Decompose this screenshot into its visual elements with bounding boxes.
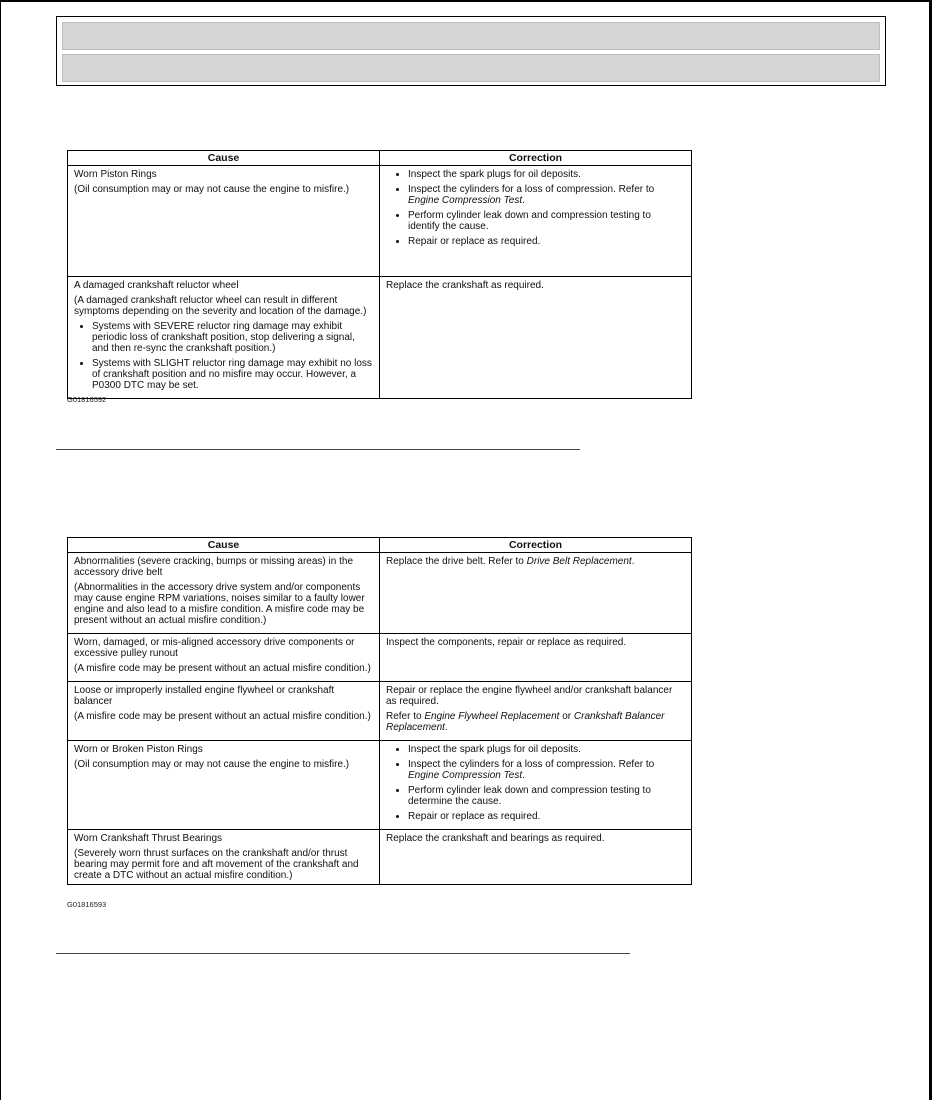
cause-title: Loose or improperly installed engine flywheel or crankshaft balancer [74, 685, 335, 707]
drive-belt-replacement-link[interactable]: Drive Belt Replacement [526, 556, 632, 567]
cause-title: Abnormalities (severe cracking, bumps or missing areas) in the accessory drive belt [74, 556, 353, 578]
cause-cell [68, 166, 380, 277]
list-item: • Inspect the spark plugs for oil deposits. [408, 169, 685, 180]
cause-cell [68, 277, 380, 399]
correction-header: Correction [380, 151, 692, 166]
cause-note: (A misfire code may be present without an actual misfire condition.) [74, 711, 371, 722]
misfire-table-1 [67, 150, 692, 399]
table-row [68, 277, 692, 399]
correction-reference: Refer to Engine Flywheel Replacement or Crankshaft Balancer Replacement. [386, 711, 665, 733]
correction-cell: Replace the crankshaft as required. [380, 277, 692, 399]
section-divider [56, 449, 580, 450]
engine-compression-test-link[interactable]: Engine Compression Test [408, 195, 523, 206]
header-bar-subtitle [62, 54, 880, 82]
list-item: • Inspect the cylinders for a loss of compression. Refer to Engine Compression Test. [408, 184, 685, 206]
cause-note: (Abnormalities in the accessory drive system and/or components may cause engine RPM variations, noises similar to a faulty lower engine and also lead to a misfire condition. A misfire code may be present without an actual misfire condition.) [74, 582, 365, 626]
cause-cell [68, 830, 380, 885]
list-item: • Inspect the spark plugs for oil deposits. [408, 744, 685, 755]
list-item: • Systems with SLIGHT reluctor ring damage may exhibit no loss of crankshaft position and no misfire may occur. However, a P0300 DTC may be set. [92, 358, 373, 391]
correction-header: Correction [380, 538, 692, 553]
cause-cell [68, 553, 380, 634]
correction-list [386, 744, 685, 822]
cause-note: (Oil consumption may or may not cause the engine to misfire.) [74, 759, 350, 770]
table-row [68, 166, 692, 277]
list-item: • Perform cylinder leak down and compression testing to determine the cause. [408, 785, 685, 807]
section-divider [56, 953, 630, 954]
list-item: • Perform cylinder leak down and compression testing to identify the cause. [408, 210, 685, 232]
list-item: • Repair or replace as required. [408, 811, 685, 822]
cause-title: A damaged crankshaft reluctor wheel [74, 280, 239, 291]
list-item: • Repair or replace as required. [408, 236, 685, 247]
cause-note: (Oil consumption may or may not cause the engine to misfire.) [74, 184, 350, 195]
engine-flywheel-replacement-link[interactable]: Engine Flywheel Replacement [424, 711, 560, 722]
cause-note: (A misfire code may be present without an actual misfire condition.) [74, 663, 371, 674]
cause-note: (Severely worn thrust surfaces on the crankshaft and/or thrust bearing may permit fore and aft movement of the crankshaft and create a DTC without an actual misfire condition.) [74, 848, 359, 881]
cause-title: Worn Crankshaft Thrust Bearings [74, 833, 223, 844]
cause-note: (A damaged crankshaft reluctor wheel can result in different symptoms depending on the severity and location of the damage.) [74, 295, 367, 317]
table-row [68, 741, 692, 830]
correction-cell [380, 682, 692, 741]
table-row [68, 830, 692, 885]
correction-cell: Inspect the components, repair or replace as required. [380, 634, 692, 682]
cause-title: Worn Piston Rings [74, 169, 157, 180]
cause-title: Worn or Broken Piston Rings [74, 744, 203, 755]
header-bar-title [62, 22, 880, 50]
table-row [68, 682, 692, 741]
table-row [68, 634, 692, 682]
figure-id-1: G01816592 [67, 395, 107, 404]
cause-header: Cause [68, 538, 380, 553]
cause-header: Cause [68, 151, 380, 166]
cause-cell [68, 634, 380, 682]
table-row [68, 553, 692, 634]
list-item: • Inspect the cylinders for a loss of compression. Refer to Engine Compression Test. [408, 759, 685, 781]
correction-cell: Replace the drive belt. Refer to Drive Belt Replacement. [380, 553, 692, 634]
figure-id-2: G01816593 [67, 900, 107, 909]
correction-list [386, 169, 685, 247]
correction-cell [380, 741, 692, 830]
correction-text: Repair or replace the engine flywheel and/or crankshaft balancer as required. [386, 685, 673, 707]
cause-sublist [74, 321, 373, 391]
cause-cell [68, 741, 380, 830]
misfire-table-2 [67, 537, 692, 885]
crankshaft-balancer-replacement-link[interactable]: Crankshaft Balancer Replacement [386, 711, 665, 733]
correction-cell: Replace the crankshaft and bearings as required. [380, 830, 692, 885]
cause-title: Worn, damaged, or mis-aligned accessory drive components or excessive pulley runout [74, 637, 355, 659]
engine-compression-test-link[interactable]: Engine Compression Test [408, 770, 523, 781]
document-header [56, 16, 886, 86]
correction-cell [380, 166, 692, 277]
list-item: • Systems with SEVERE reluctor ring damage may exhibit periodic loss of crankshaft position, stop delivering a signal, and then re-sync the crankshaft position.) [92, 321, 373, 354]
cause-cell [68, 682, 380, 741]
